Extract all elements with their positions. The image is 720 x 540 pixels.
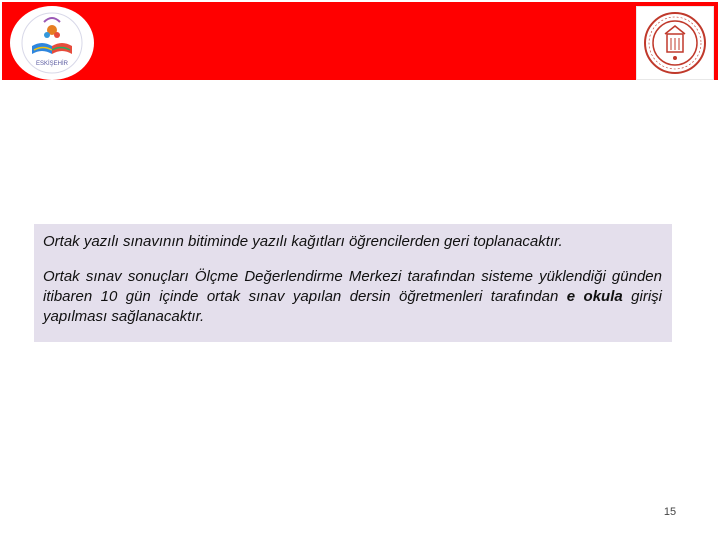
page-number: 15 [663,506,677,518]
results-text-end: girişi yapılması sağlanacaktır. [43,288,662,325]
info-box [34,224,672,342]
info-paragraph-collection: Ortak yazılı sınavının bitiminde yazılı kağıtları öğrencilerden geri toplanacaktır. [43,233,563,250]
logo-caption: ESKİŞEHİR [35,61,69,67]
open-book-logo-icon [10,6,94,80]
meb-logo [636,6,714,80]
info-paragraph-results [43,267,662,327]
eskisehir-logo [10,6,94,80]
header-bar [2,2,718,80]
e-okul-term: e okula [566,288,623,305]
results-text-start: Ortak sınav sonuçları Ölçme Değerlendirme Merkezi tarafından sisteme yüklendiği günden itibaren 10 gün içinde ortak sınav yapılan dersin öğretmenleri tarafından [43,268,662,305]
meb-seal-icon [642,10,708,76]
